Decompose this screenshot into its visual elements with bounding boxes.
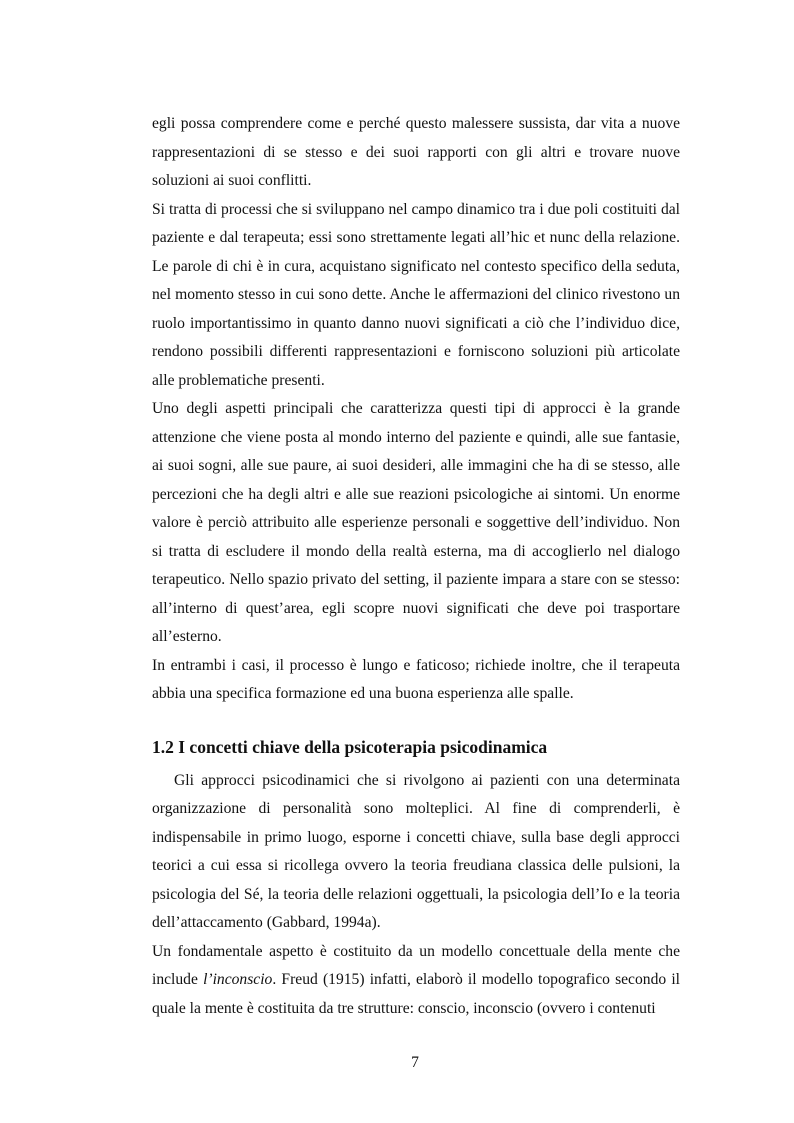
emphasis-inconscio: l’inconscio bbox=[203, 971, 273, 988]
section-paragraph-2-start: Un fondamentale aspetto è costituito da un modello concettuale della mente che include bbox=[152, 942, 680, 988]
paragraph-3: Uno degli aspetti principali che caratterizza questi tipi di approcci è la grande attenzione che viene posta al mondo interno del paziente e quindi, alle sue fantasie, ai suoi sogni, alle sue paure, ai suoi desideri, alle immagini che ha di se stesso, alle percezioni che ha degli altri e alle sue reazioni psicologiche ai sintomi. Un enorme valore è perciò attribuito alle esperienze personali e soggettive dell’individuo. Non si tratta di escludere il mondo della realtà esterna, ma di accoglierlo nel dialogo terapeutico. Nello spazio privato del setting, il paziente impara a stare con se stesso: all’interno di quest’area, egli scopre nuovi significati che deve poi trasportare all’esterno. bbox=[152, 400, 680, 645]
section-heading: 1.2 I concetti chiave della psicoterapia psicodinamica bbox=[152, 736, 548, 757]
body-text bbox=[152, 110, 680, 1023]
paragraph-1: egli possa comprendere come e perché questo malessere sussista, dar vita a nuove rappresentazioni di se stesso e dei suoi rapporti con gli altri e trovare nuove soluzioni ai suoi conflitti. bbox=[152, 115, 680, 189]
paragraph-4: In entrambi i casi, il processo è lungo e faticoso; richiede inoltre, che il terapeuta abbia una specifica formazione ed una buona esperienza alle spalle. bbox=[152, 656, 680, 702]
section-paragraph-1: Gli approcci psicodinamici che si rivolgono ai pazienti con una determinata organizzazione di personalità sono molteplici. Al fine di comprenderli, è indispensabile in primo luogo, esporne i concetti chiave, sulla base degli approcci teorici a cui essa si ricollega ovvero la teoria freudiana classica delle pulsioni, la psicologia del Sé, la teoria delle relazioni oggettuali, la psicologia dell’Io e la teoria dell’attaccamento (Gabbard, 1994a). bbox=[152, 771, 680, 931]
section-paragraph-2-end: . Freud (1915) infatti, elaborò il modello topografico secondo il quale la mente è costituita da tre strutture: conscio, inconscio (ovvero i contenuti bbox=[152, 971, 680, 1017]
section-paragraph-2 bbox=[152, 938, 680, 1024]
paragraph-2: Si tratta di processi che si sviluppano nel campo dinamico tra i due poli costituiti dal paziente e dal terapeuta; essi sono strettamente legati all’hic et nunc della relazione. Le parole di chi è in cura, acquistano significato nel contesto specifico della seduta, nel momento stesso in cui sono dette. Anche le affermazioni del clinico rivestono un ruolo importantissimo in quanto danno nuovi significati a ciò che l’individuo dice, rendono possibili differenti rappresentazioni e forniscono soluzioni più articolate alle problematiche presenti. bbox=[152, 200, 680, 389]
page-number: 7 bbox=[411, 1054, 419, 1071]
